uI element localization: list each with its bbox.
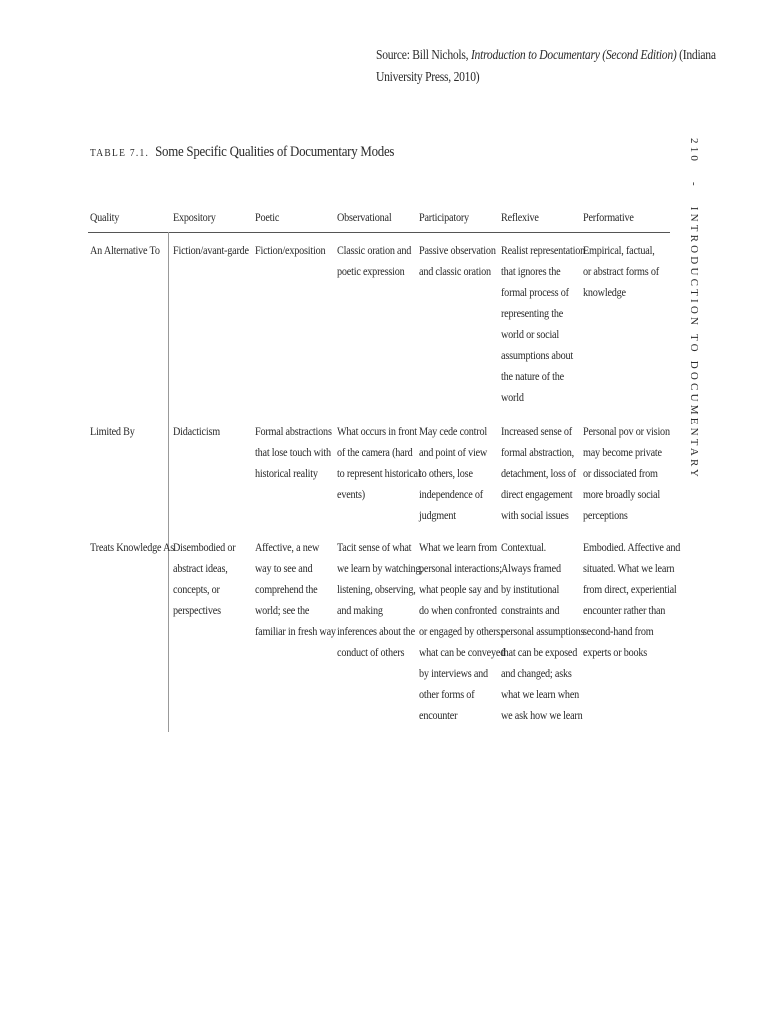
source-citation bbox=[376, 44, 746, 88]
table-cell: Tacit sense of what we learn by watching, listening, observing, and making inferences about the conduct of others bbox=[337, 540, 423, 659]
table-cell: Fiction/exposition bbox=[255, 243, 326, 257]
table-cell: Personal pov or vision may become private or dissociated from more broadly social perceptions bbox=[583, 424, 670, 522]
table-cell: Realist representation that ignores the formal process of representing the world or social assumptions about the nature of the world bbox=[501, 243, 585, 404]
running-head-separator: - bbox=[688, 181, 700, 189]
table-title: Some Specific Qualities of Documentary Modes bbox=[155, 144, 395, 160]
source-book-title: Introduction to Documentary (Second Edition) bbox=[470, 47, 677, 62]
row-quality-label: Limited By bbox=[90, 424, 135, 438]
table-cell: Embodied. Affective and situated. What we learn from direct, experiential encounter rather than second-hand from experts or books bbox=[583, 540, 681, 659]
column-divider bbox=[168, 232, 169, 732]
table-cell: What occurs in front of the camera (hard to represent historical events) bbox=[337, 424, 421, 501]
running-head bbox=[688, 138, 700, 480]
column-header-expository: Expository bbox=[173, 210, 216, 224]
page-number: 210 bbox=[688, 138, 700, 165]
table-cell: Passive observation and classic oration bbox=[419, 243, 496, 278]
table-cell: Increased sense of formal abstraction, detachment, loss of direct engagement with social issues bbox=[501, 424, 576, 522]
column-header-performative: Performative bbox=[583, 210, 634, 224]
table-cell: Classic oration and poetic expression bbox=[337, 243, 412, 278]
column-header-poetic: Poetic bbox=[255, 210, 280, 224]
table-cell: Affective, a new way to see and comprehend the world; see the familiar in fresh way bbox=[255, 540, 336, 638]
column-header-participatory: Participatory bbox=[419, 210, 469, 224]
table-caption bbox=[90, 144, 394, 161]
column-header-observational: Observational bbox=[337, 210, 392, 224]
book-title-running: INTRODUCTION TO DOCUMENTARY bbox=[688, 206, 700, 481]
row-quality-label: Treats Knowledge As bbox=[90, 540, 174, 554]
table-cell: Didacticism bbox=[173, 424, 220, 438]
table-cell: What we learn from personal interactions; what people say and do when confronted or engaged by others; what can be conveyed by interviews and other forms of encounter bbox=[419, 540, 506, 722]
table-label: TABLE 7.1. bbox=[90, 147, 150, 159]
column-header-reflexive: Reflexive bbox=[501, 210, 539, 224]
table-cell: Disembodied or abstract ideas, concepts, or perspectives bbox=[173, 540, 236, 617]
row-quality-label: An Alternative To bbox=[90, 243, 160, 257]
table-cell: Formal abstractions that lose touch with historical reality bbox=[255, 424, 332, 480]
header-rule bbox=[88, 232, 670, 233]
table-cell: Empirical, factual, or abstract forms of knowledge bbox=[583, 243, 659, 299]
column-header-quality: Quality bbox=[90, 210, 120, 224]
table-cell: Fiction/avant-garde bbox=[173, 243, 249, 257]
source-suffix: (Indiana University Press, 2010) bbox=[376, 47, 716, 84]
source-prefix: Source: Bill Nichols, bbox=[376, 47, 471, 62]
table-cell: Contextual. Always framed by institutional constraints and personal assumptions that can be exposed and changed; asks what we learn when we ask how we learn bbox=[501, 540, 585, 722]
table-cell: May cede control and point of view to others, lose independence of judgment bbox=[419, 424, 488, 522]
